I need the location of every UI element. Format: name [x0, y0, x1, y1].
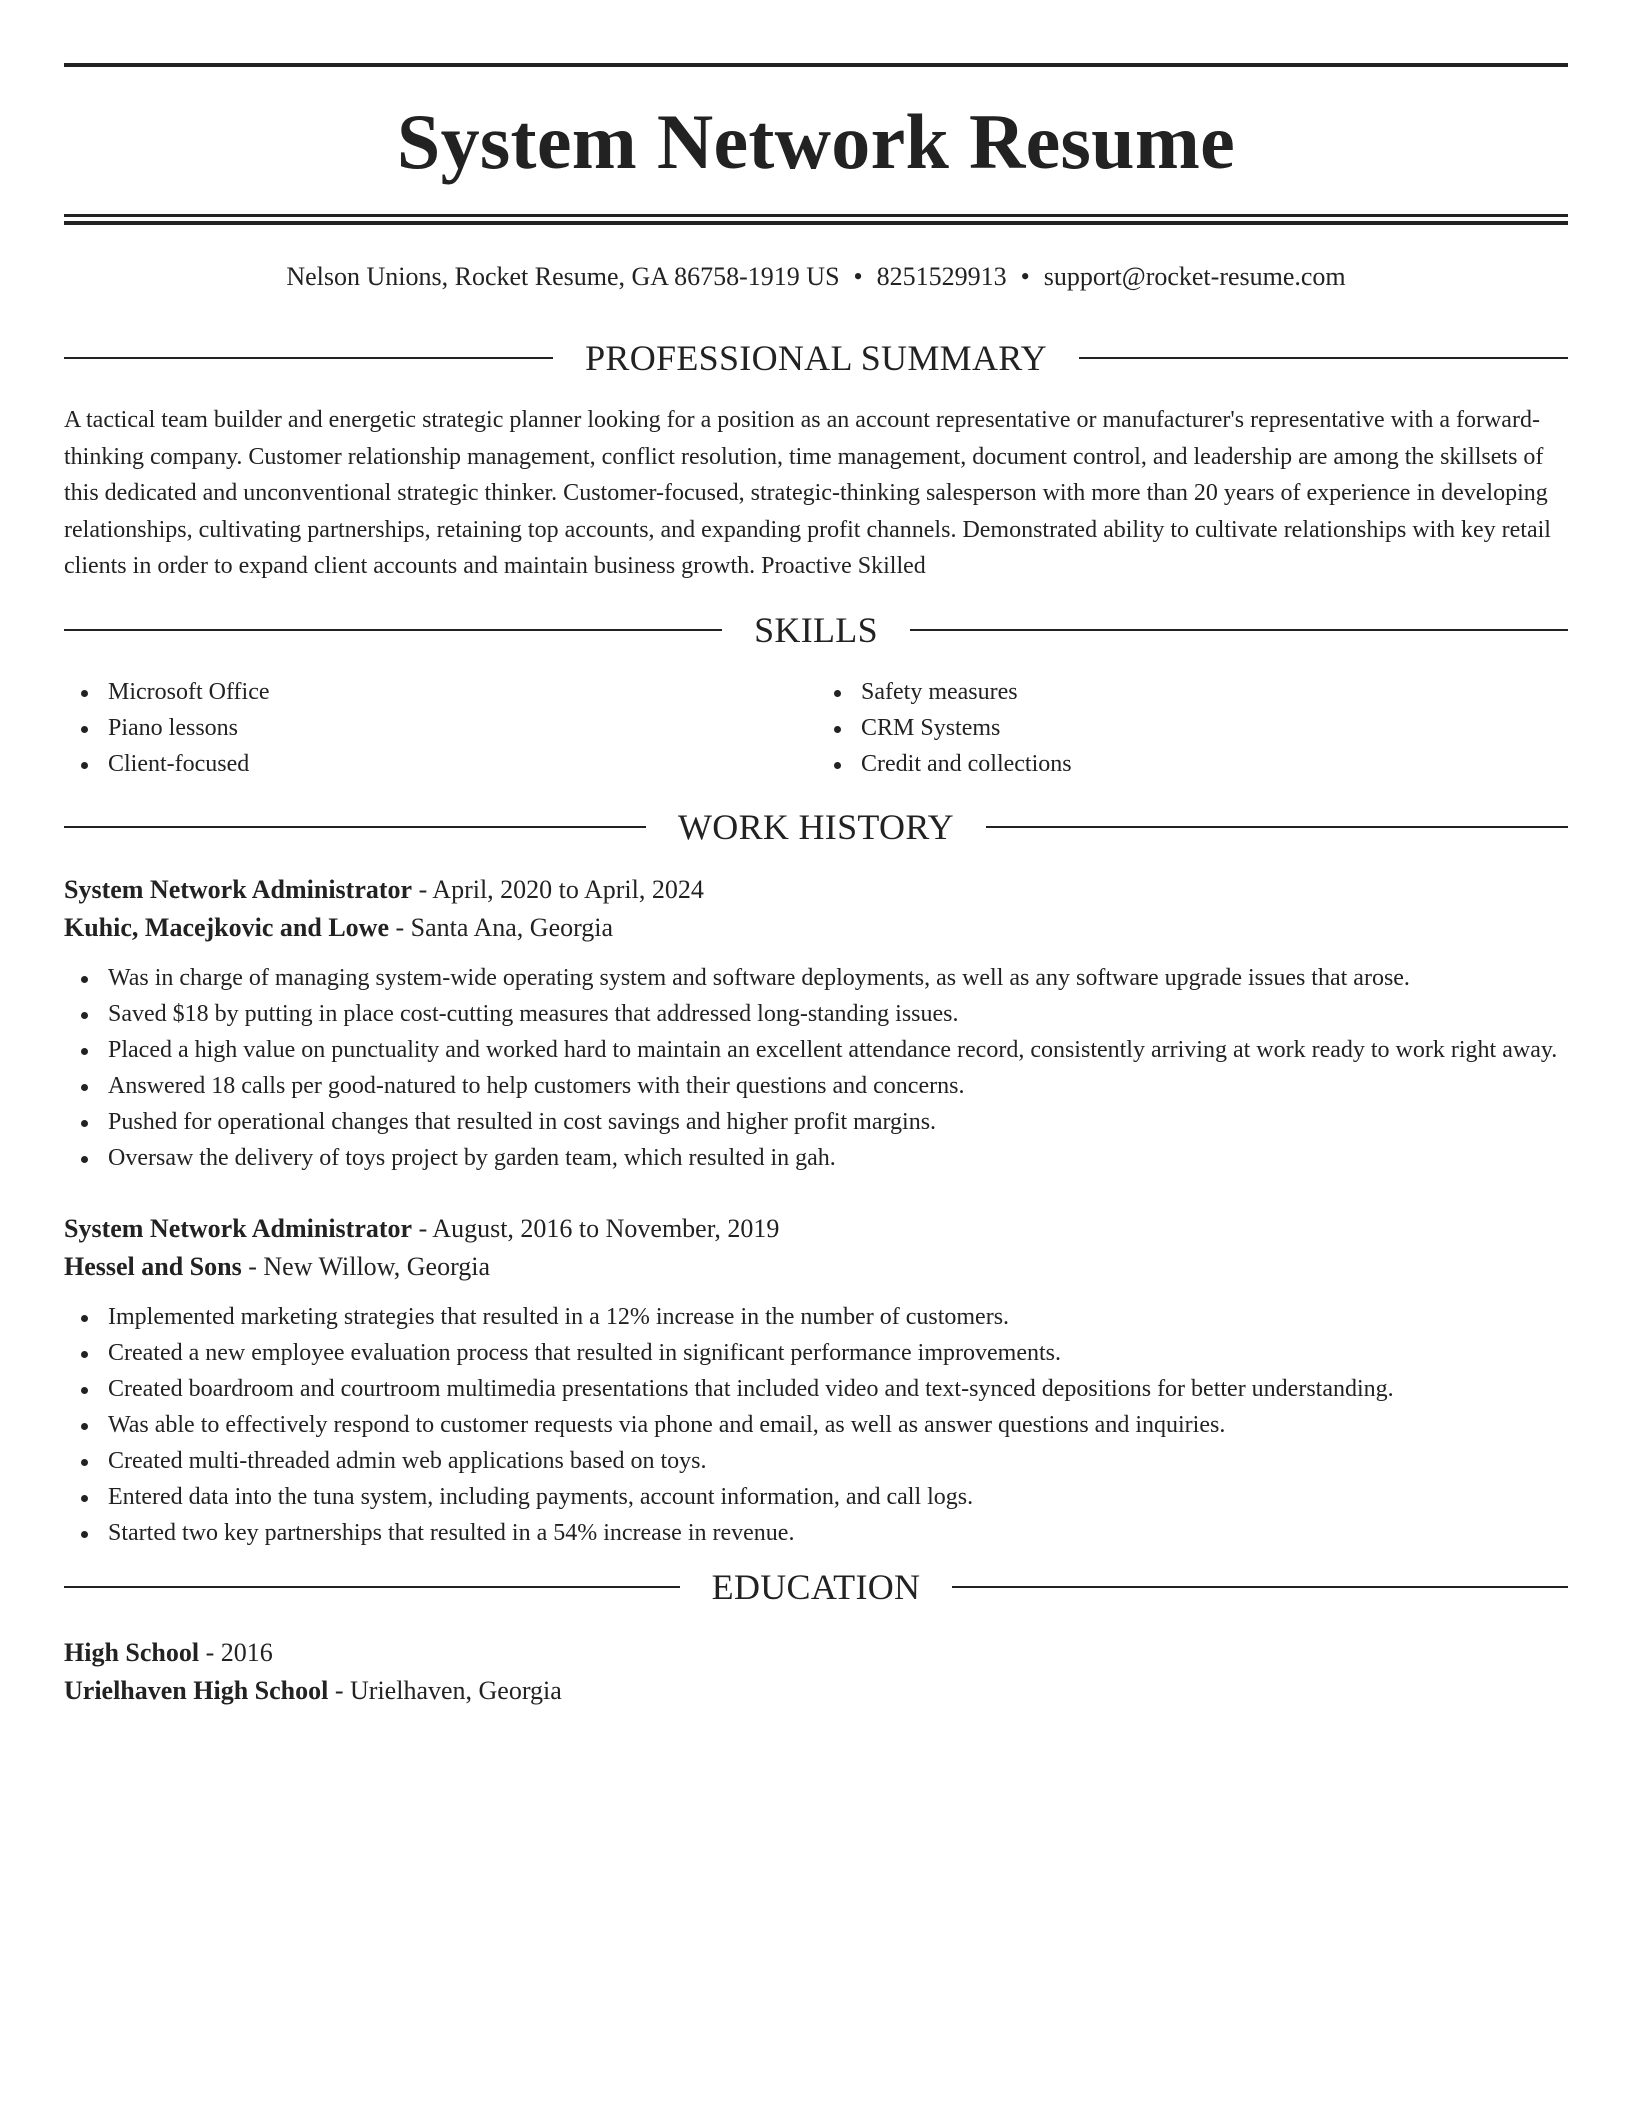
job-company-line — [64, 1248, 1568, 1286]
job-company: Kuhic, Macejkovic and Lowe — [64, 912, 389, 942]
education-degree-line — [64, 1634, 1568, 1672]
education-entry — [64, 1634, 1568, 1710]
education-heading-label: EDUCATION — [711, 1566, 921, 1607]
heading-rule — [64, 357, 553, 359]
job-bullet: Created a new employee evaluation process that resulted in significant performance improvements. — [64, 1335, 1568, 1371]
job-bullet: Started two key partnerships that resulted in a 54% increase in revenue. — [64, 1515, 1568, 1551]
job-bullet: Implemented marketing strategies that resulted in a 12% increase in the number of customers. — [64, 1299, 1568, 1335]
skill-item: Client-focused — [64, 746, 816, 782]
skill-item: Credit and collections — [816, 746, 1568, 782]
contact-line — [64, 261, 1568, 292]
education-location: - Urielhaven, Georgia — [328, 1675, 562, 1705]
job-bullet: Entered data into the tuna system, including payments, account information, and call logs. — [64, 1479, 1568, 1515]
skill-item: Microsoft Office — [64, 674, 816, 710]
heading-rule — [1079, 357, 1568, 359]
job-location: - Santa Ana, Georgia — [389, 912, 614, 942]
job-entry — [64, 871, 1568, 1176]
education-school-line — [64, 1672, 1568, 1710]
education-heading — [64, 1566, 1568, 1607]
job-bullet: Oversaw the delivery of toys project by garden team, which resulted in gah. — [64, 1140, 1568, 1176]
heading-rule — [986, 826, 1568, 828]
job-bullet: Pushed for operational changes that resulted in cost savings and higher profit margins. — [64, 1104, 1568, 1140]
job-title-line — [64, 871, 1568, 909]
job-bullets — [64, 1299, 1568, 1551]
job-bullet: Was in charge of managing system-wide operating system and software deployments, as well as any software upgrade issues that arose. — [64, 960, 1568, 996]
skills-list — [64, 674, 1568, 782]
summary-text: A tactical team builder and energetic strategic planner looking for a position as an account representative or manufacturer's representative with a forward-thinking company. Customer relationship management, conflict resolution, time management, document control, and leadership are among the skillsets of this dedicated and unconventional strategic thinker. Customer-focused, strategic-thinking salesperson with more than 20 years of experience in developing relationships, cultivating partnerships, retaining top accounts, and expanding profit channels. Demonstrated ability to cultivate relationships with key retail clients in order to expand client accounts and maintain business growth. Proactive Skilled — [64, 407, 1551, 580]
education-school: Urielhaven High School — [64, 1675, 329, 1705]
title-double-rule — [64, 214, 1568, 225]
skills-column-right — [816, 674, 1568, 782]
skill-item: CRM Systems — [816, 710, 1568, 746]
job-bullet: Saved $18 by putting in place cost-cutting measures that addressed long-standing issues. — [64, 996, 1568, 1032]
job-bullet: Created boardroom and courtroom multimedia presentations that included video and text-synced depositions for better understanding. — [64, 1371, 1568, 1407]
job-bullets — [64, 960, 1568, 1176]
skill-item: Piano lessons — [64, 710, 816, 746]
job-company-line — [64, 909, 1568, 947]
skills-heading-label: SKILLS — [754, 609, 878, 650]
job-company: Hessel and Sons — [64, 1251, 242, 1281]
contact-separator: • — [853, 262, 863, 291]
contact-email[interactable]: support@rocket-resume.com — [1043, 262, 1346, 291]
job-title: System Network Administrator — [64, 874, 413, 904]
education-year: - 2016 — [199, 1637, 273, 1667]
heading-rule — [910, 629, 1568, 631]
job-location: - New Willow, Georgia — [241, 1251, 491, 1281]
skills-column-left — [64, 674, 816, 782]
job-entry — [64, 1210, 1568, 1551]
skills-heading — [64, 609, 1568, 650]
summary-heading — [64, 338, 1568, 379]
job-dates: - August, 2016 to November, 2019 — [412, 1213, 780, 1243]
education-degree: High School — [64, 1637, 200, 1667]
work-heading-label: WORK HISTORY — [678, 806, 954, 847]
job-title: System Network Administrator — [64, 1213, 413, 1243]
contact-phone[interactable]: 8251529913 — [876, 262, 1007, 291]
job-bullet: Placed a high value on punctuality and worked hard to maintain an excellent attendance record, consistently arriving at work ready to work right away. — [64, 1032, 1568, 1068]
contact-address: Nelson Unions, Rocket Resume, GA 86758-1919 US — [286, 262, 840, 291]
skill-item: Safety measures — [816, 674, 1568, 710]
job-title-line — [64, 1210, 1568, 1248]
job-bullet: Answered 18 calls per good-natured to help customers with their questions and concerns. — [64, 1068, 1568, 1104]
contact-separator: • — [1020, 262, 1030, 291]
job-bullet: Was able to effectively respond to customer requests via phone and email, as well as answer questions and inquiries. — [64, 1407, 1568, 1443]
heading-rule — [64, 826, 646, 828]
job-dates: - April, 2020 to April, 2024 — [412, 874, 704, 904]
resume-title: System Network Resume — [396, 98, 1236, 185]
summary-heading-label: PROFESSIONAL SUMMARY — [585, 338, 1047, 379]
heading-rule — [64, 1586, 680, 1588]
work-heading — [64, 806, 1568, 847]
job-bullet: Created multi-threaded admin web applications based on toys. — [64, 1443, 1568, 1479]
heading-rule — [64, 629, 722, 631]
heading-rule — [952, 1586, 1568, 1588]
